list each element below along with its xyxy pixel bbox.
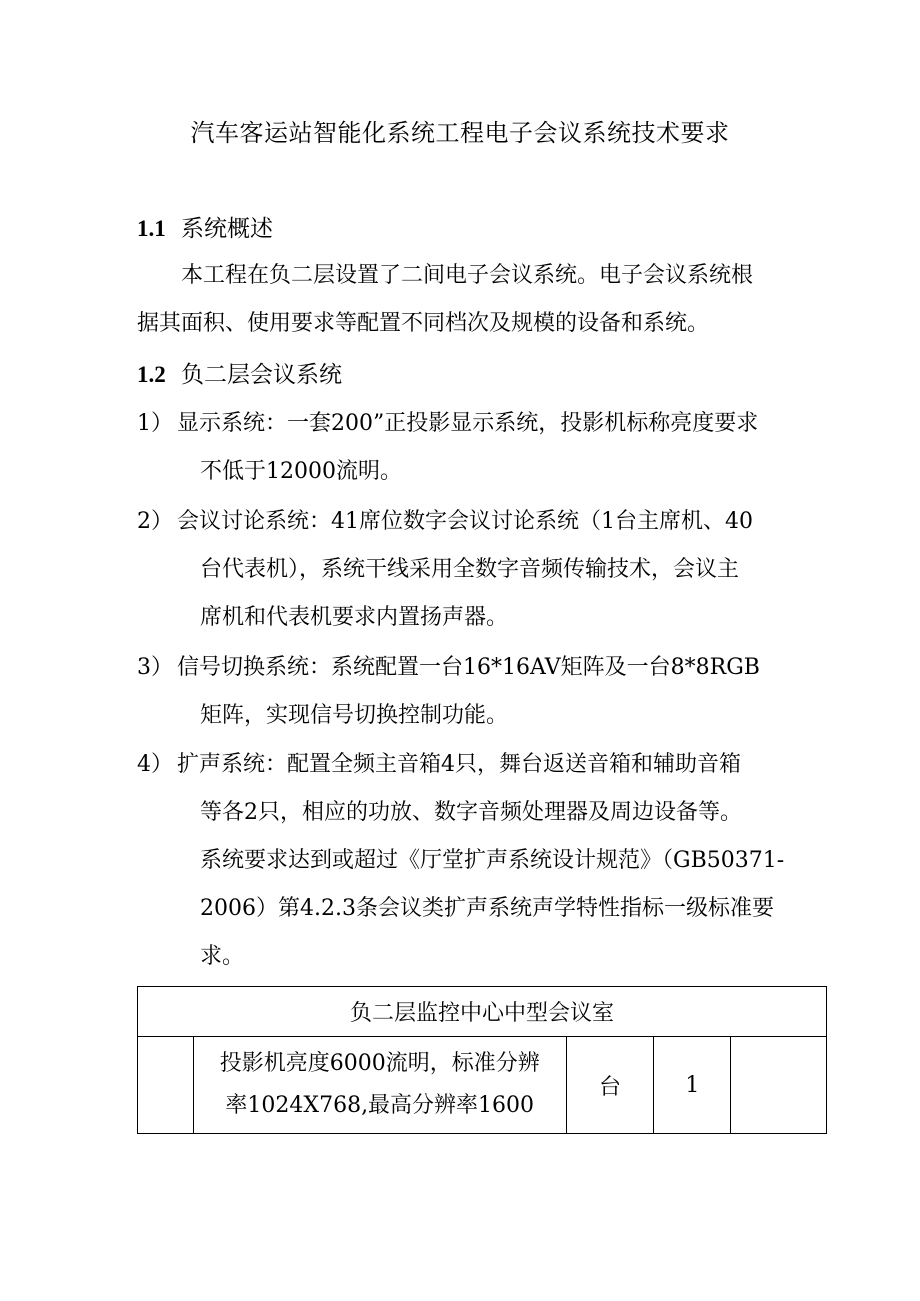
list-item-display-system [137, 400, 837, 496]
row-quantity-cell: 1 [654, 1037, 731, 1134]
description-line: 投影机亮度6000流明，标准分辨 [219, 1051, 540, 1076]
list-item-text: 会议讨论系统：41席位数字会议讨论系统（1台主席机、40 [177, 509, 753, 534]
list-item-text: 显示系统：一套200”正投影显示系统，投影机标称亮度要求 [177, 411, 759, 436]
section-heading-1-1 [137, 209, 273, 249]
table-title: 负二层监控中心中型会议室 [138, 987, 827, 1037]
list-item-text: 信号切换系统：系统配置一台16*16AV矩阵及一台8*8RGB [177, 655, 760, 680]
table-row [138, 1037, 827, 1134]
list-marker: 4） [137, 752, 173, 777]
section-title: 系统概述 [181, 216, 273, 242]
overview-paragraph [137, 252, 827, 348]
list-item-text: 系统要求达到或超过《厅堂扩声系统设计规范》（GB50371- [200, 848, 785, 873]
list-item-text: 台代表机），系统干线采用全数字音频传输技术，会议主 [200, 557, 740, 582]
equipment-table [137, 986, 827, 1134]
section-number: 1.2 [137, 362, 166, 387]
list-item-text: 求。 [200, 944, 245, 969]
list-item-text: 等各2只，相应的功放、数字音频处理器及周边设备等。 [200, 800, 742, 825]
row-description-cell [193, 1037, 566, 1134]
list-item-discussion-system [137, 498, 837, 642]
row-index-cell [138, 1037, 194, 1134]
row-remark-cell [731, 1037, 827, 1134]
list-marker: 1） [137, 411, 173, 436]
paragraph-line: 据其面积、使用要求等配置不同档次及规模的设备和系统。 [137, 311, 710, 336]
list-marker: 3） [137, 655, 173, 680]
section-heading-1-2 [137, 355, 342, 395]
paragraph-line: 本工程在负二层设置了二间电子会议系统。电子会议系统根 [181, 263, 754, 288]
section-number: 1.1 [137, 216, 166, 241]
list-item-pa-system [137, 741, 837, 981]
list-item-text: 矩阵，实现信号切换控制功能。 [200, 703, 509, 728]
description-line: 率1024X768,最高分辨率1600 [225, 1093, 535, 1118]
section-title: 负二层会议系统 [181, 362, 342, 388]
list-item-text: 扩声系统：配置全频主音箱4只，舞台返送音箱和辅助音箱 [177, 752, 741, 777]
list-item-text: 不低于12000流明。 [200, 459, 402, 484]
document-title: 汽车客运站智能化系统工程电子会议系统技术要求 [190, 119, 730, 147]
list-item-text: 2006）第4.2.3条会议类扩声系统声学特性指标一级标准要 [200, 896, 774, 921]
list-item-switching-system [137, 644, 837, 740]
list-marker: 2） [137, 509, 173, 534]
list-item-text: 席机和代表机要求内置扬声器。 [200, 605, 509, 630]
row-unit-cell: 台 [566, 1037, 654, 1134]
